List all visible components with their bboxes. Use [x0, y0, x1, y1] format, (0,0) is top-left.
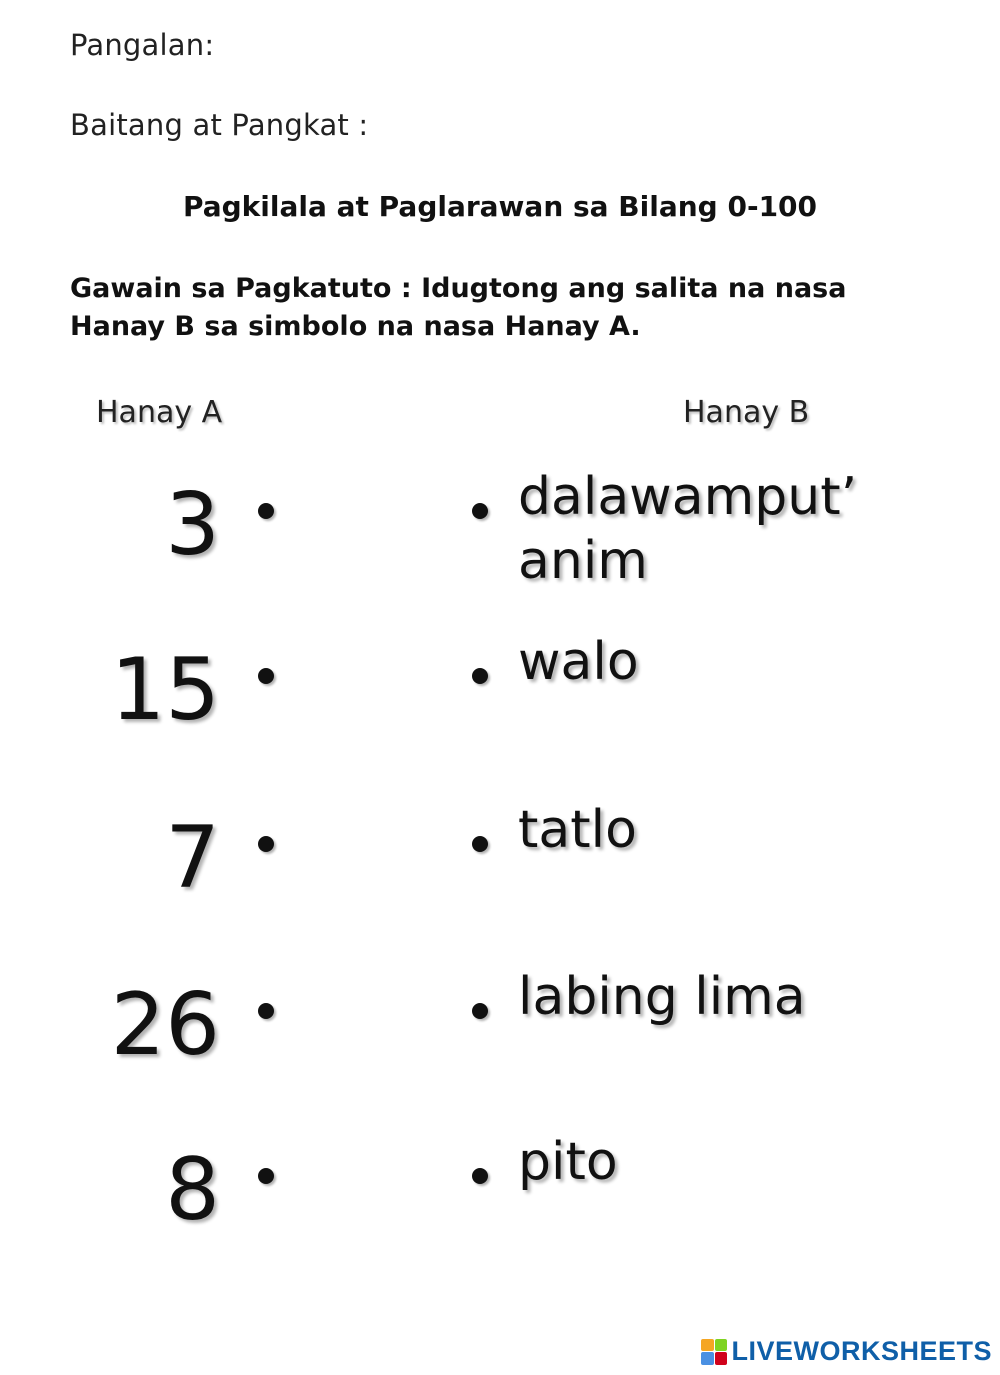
instructions-text: Gawain sa Pagkatuto : Idugtong ang salita na nasa Hanay B sa simbolo na nasa Hanay A. [70, 273, 847, 342]
column-a-header: Hanay A [96, 395, 223, 430]
column-a-number: 8 [165, 1140, 220, 1240]
liveworksheets-logo [701, 1336, 992, 1367]
logo-square [715, 1339, 728, 1352]
match-row [0, 965, 1000, 1105]
column-b-word: walo [518, 632, 639, 692]
logo-square [715, 1352, 728, 1365]
column-b-header: Hanay B [683, 395, 810, 430]
liveworksheets-logo-text: LIVEWORKSHEETS [731, 1336, 992, 1366]
liveworksheets-logo-icon [701, 1339, 727, 1365]
column-a-connector-dot[interactable] [258, 1168, 274, 1184]
column-b-word: pito [518, 1132, 618, 1192]
column-b-connector-dot[interactable] [472, 836, 488, 852]
column-a-number: 26 [110, 975, 220, 1075]
match-row [0, 798, 1000, 938]
column-b-connector-dot[interactable] [472, 1003, 488, 1019]
column-b-word-line1: dalawamput’ [518, 467, 858, 527]
column-b-word: tatlo [518, 800, 637, 860]
grade-section-field-label: Baitang at Pangkat : [70, 108, 369, 142]
column-b-word-line2: anim [518, 531, 648, 591]
logo-square [701, 1339, 714, 1352]
column-a-connector-dot[interactable] [258, 836, 274, 852]
column-a-number: 3 [165, 475, 220, 575]
column-a-connector-dot[interactable] [258, 668, 274, 684]
worksheet-title: Pagkilala at Paglarawan sa Bilang 0-100 [182, 190, 818, 223]
column-b-connector-dot[interactable] [472, 668, 488, 684]
logo-square [701, 1352, 714, 1365]
name-field-label: Pangalan: [70, 28, 215, 62]
column-a-number: 15 [110, 640, 220, 740]
column-a-number: 7 [165, 808, 220, 908]
column-a-connector-dot[interactable] [258, 1003, 274, 1019]
column-b-word: labing lima [518, 967, 806, 1027]
match-row [0, 465, 1000, 605]
match-row [0, 630, 1000, 770]
column-b-connector-dot[interactable] [472, 1168, 488, 1184]
column-b-word [518, 465, 857, 593]
column-a-connector-dot[interactable] [258, 503, 274, 519]
match-row [0, 1130, 1000, 1270]
column-b-connector-dot[interactable] [472, 503, 488, 519]
